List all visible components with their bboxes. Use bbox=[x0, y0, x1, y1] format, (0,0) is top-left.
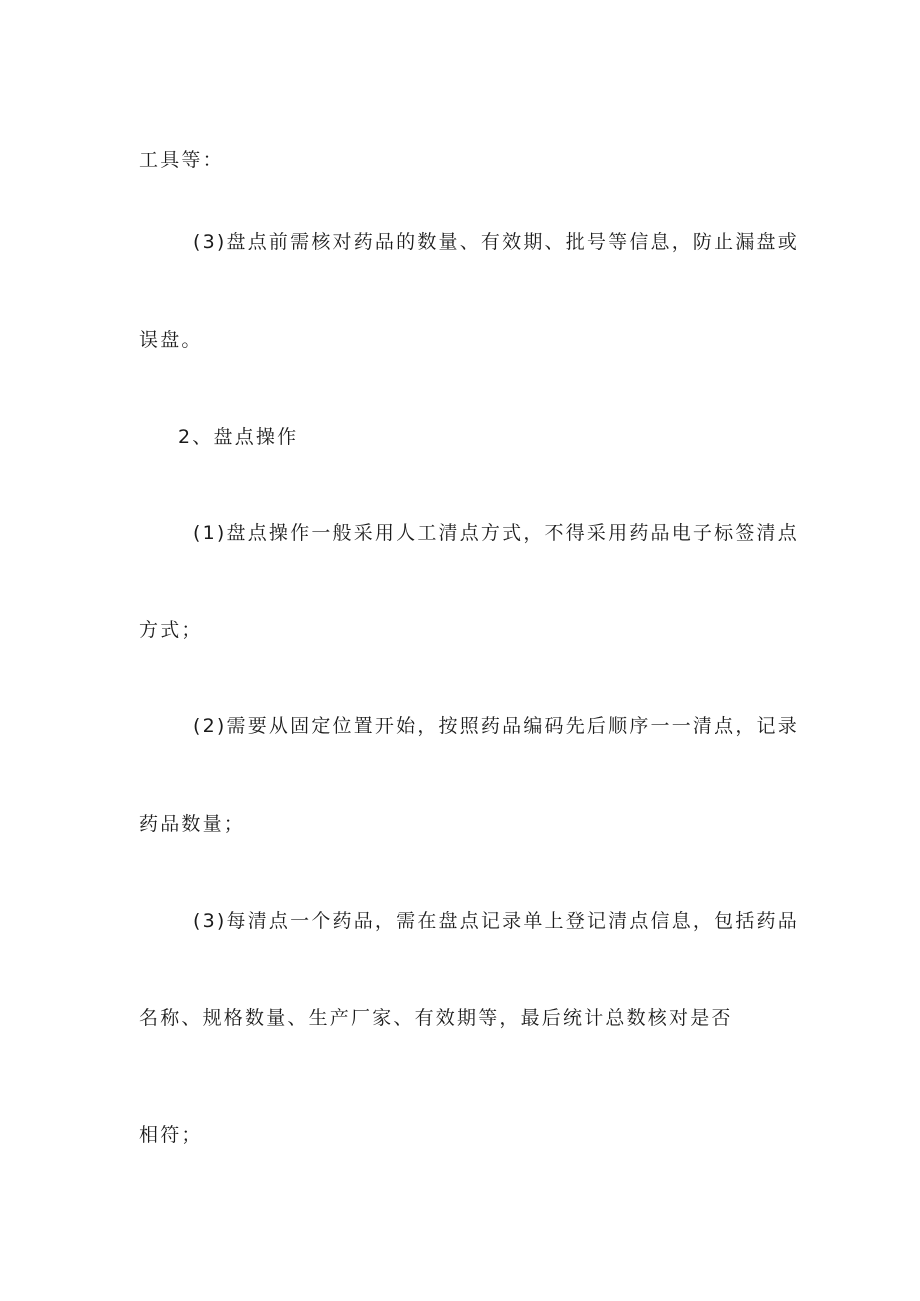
text-line-item-3-record-cont: 名称、规格数量、生产厂家、有效期等，最后统计总数核对是否 bbox=[139, 1007, 733, 1029]
text-line-item-3-record: (3)每清点一个药品，需在盘点记录单上登记清点信息，包括药品 bbox=[193, 910, 799, 932]
text-line-item-3-record-end: 相符； bbox=[139, 1124, 203, 1146]
text-line-item-2-order: (2)需要从固定位置开始，按照药品编码先后顺序一一清点，记录 bbox=[193, 715, 799, 737]
text-line-item-3-cont: 误盘。 bbox=[139, 329, 203, 351]
text-line-item-1-manual: (1)盘点操作一般采用人工清点方式，不得采用药品电子标签清点 bbox=[193, 522, 799, 544]
text-line-tools: 工具等： bbox=[139, 149, 224, 171]
text-line-item-3-pre-check: (3)盘点前需核对药品的数量、有效期、批号等信息，防止漏盘或 bbox=[193, 231, 799, 253]
text-line-item-1-cont: 方式； bbox=[139, 619, 203, 641]
text-line-item-2-cont: 药品数量； bbox=[139, 813, 246, 835]
section-heading-count-operation: 2、盘点操作 bbox=[178, 426, 299, 448]
